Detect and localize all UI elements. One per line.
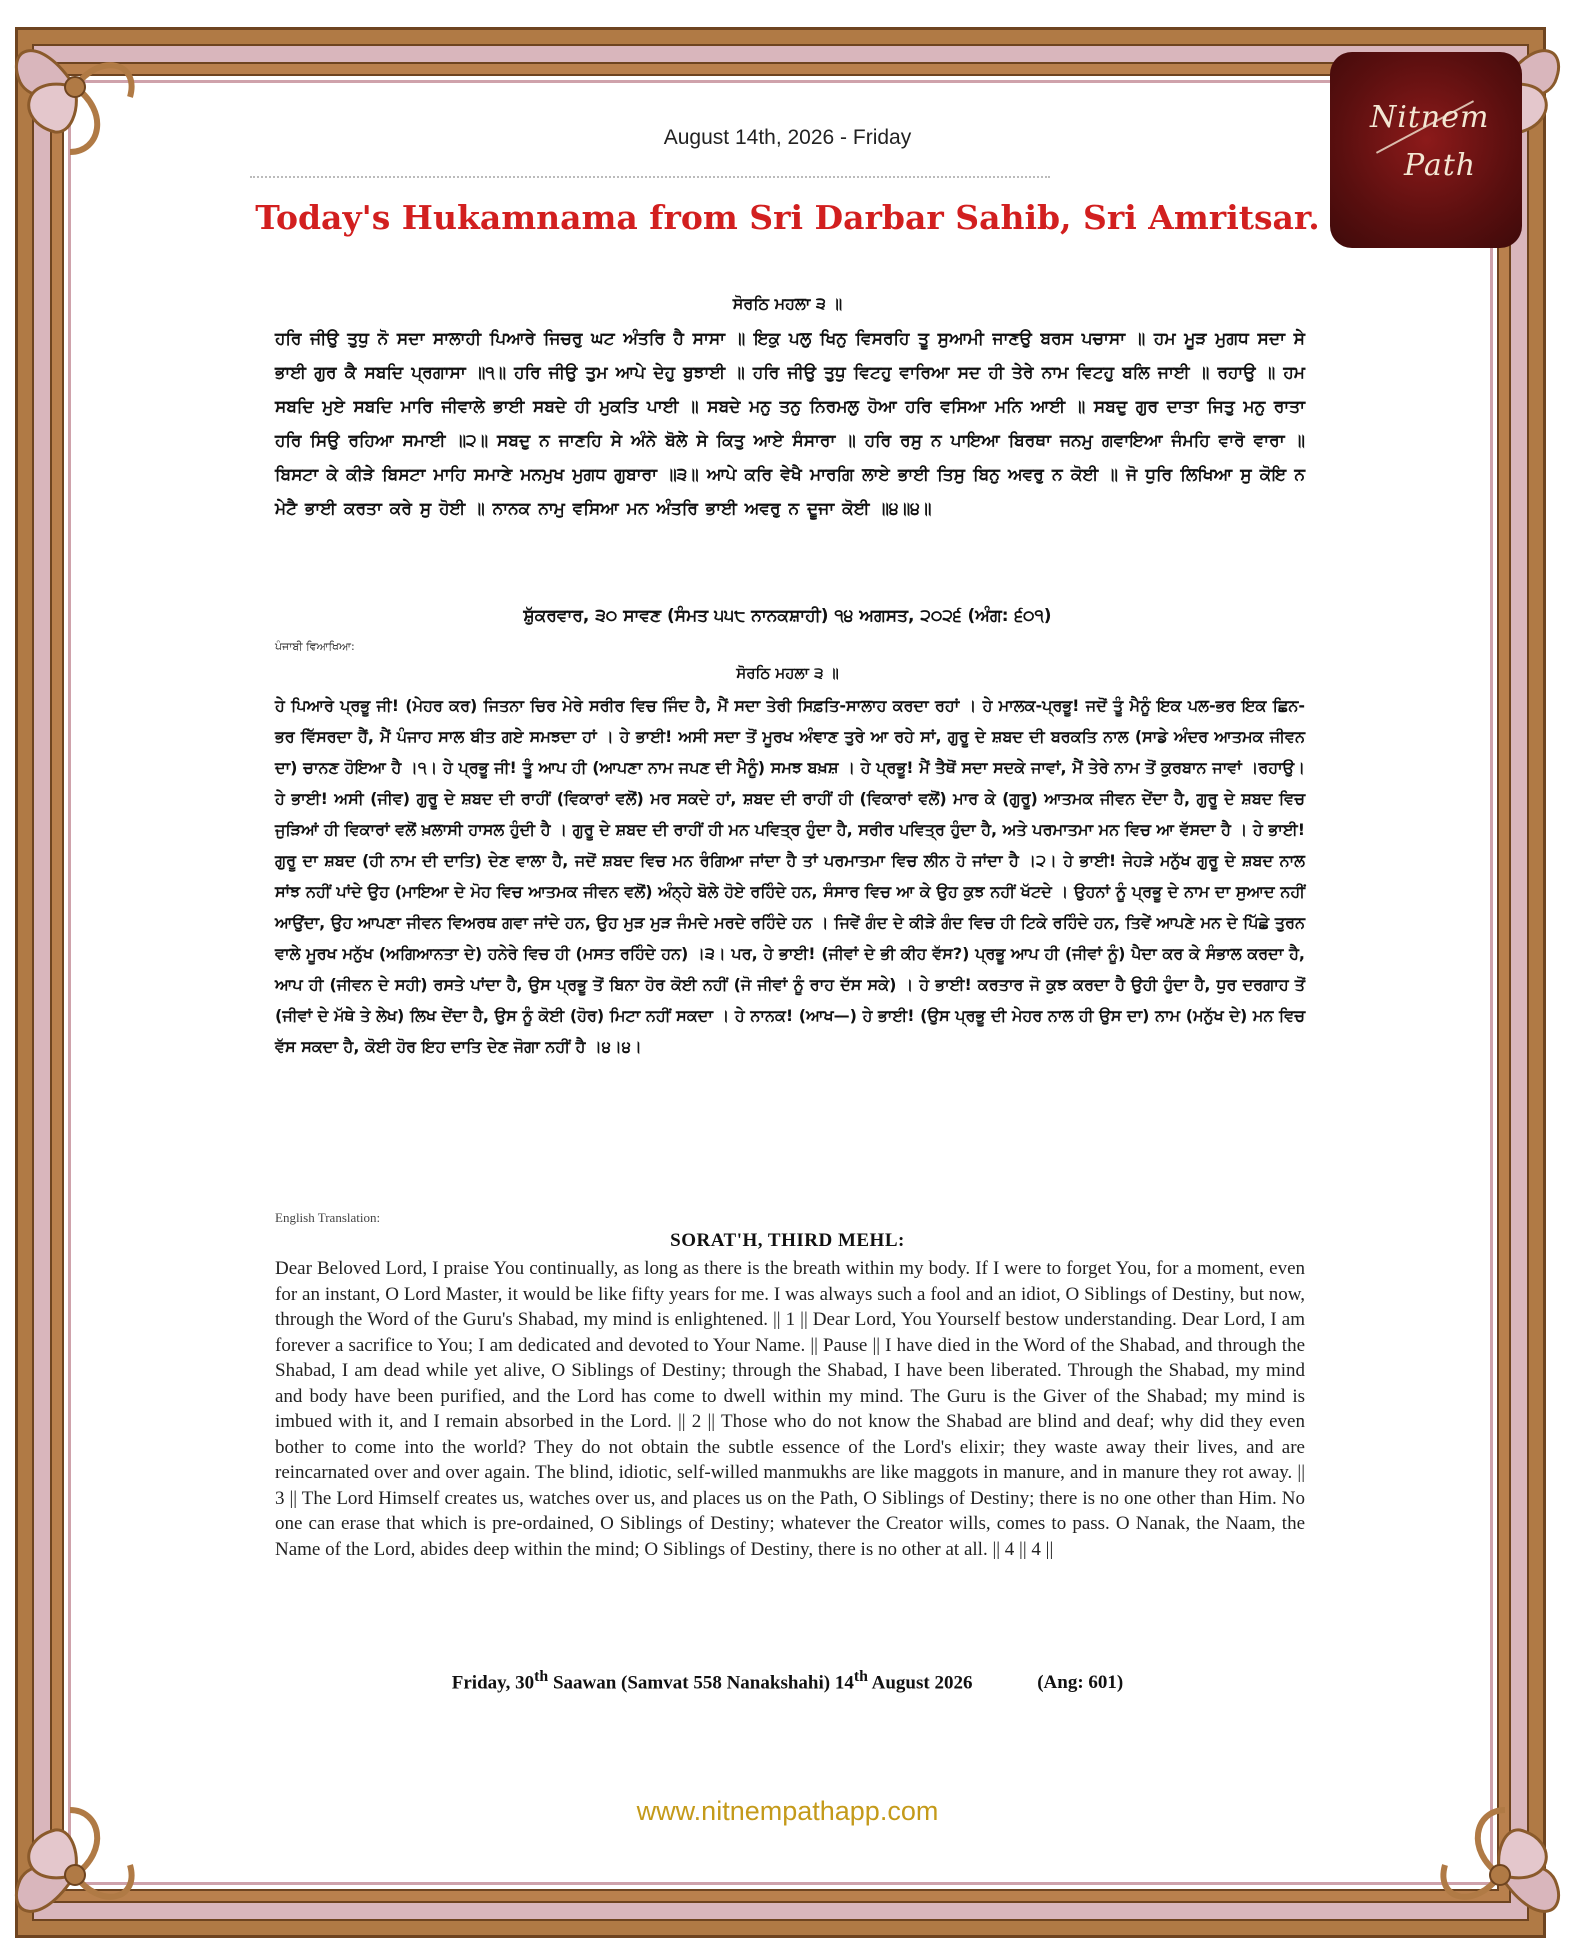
logo-text-line1: Nitnem bbox=[1370, 100, 1490, 135]
english-date-part: Friday, 30 bbox=[451, 1672, 535, 1694]
english-translation: Dear Beloved Lord, I praise You continually, as long as there is the breath within my body. If I were to forget You, for a moment, even for an instant, O Lord Master, it would be like fifty years for me. I was always such a fool and an idiot, O Siblings of Destiny, but now, through the Word of the Guru's Shabad, my mind is enlightened. || 1 || Dear Lord, You Yourself bestow understanding. Dear Lord, I am forever a sacrifice to You; I am dedicated and devoted to Your Name. || Pause || I have died in the Word of the Shabad, and through the Shabad, I am dead while yet alive, O Siblings of Destiny; through the Shabad, I have been liberated. Through the Shabad, my mind and body have been purified, and the Lord has come to dwell within my mind. The Guru is the Giver of the Shabad; my mind is imbued with it, and I remain absorbed in the Lord. || 2 || Those who do not know the Shabad are blind and deaf; why did they even bother to come into the world? They do not obtain the subtle essence of the Lord's elixir; they waste away their lives, and are reincarnated over and over again. The blind, idiotic, self-willed manmukhs are like maggots in manure, and in manure they rot away. || 3 || The Lord Himself creates us, watches over us, and places us on the Path, O Siblings of Destiny; there is no one other than Him. No one can erase that which is pre-ordained, O Siblings of Destiny; whatever the Creator wills, comes to pass. O Nanak, the Naam, the Name of the Lord, abides deep within the mind; O Siblings of Destiny, there is no other at all. || 4 || 4 || bbox=[275, 1258, 1305, 1560]
english-date-part: August 2026 bbox=[867, 1672, 973, 1694]
ordinal-suffix: th bbox=[534, 1668, 549, 1685]
website-link[interactable]: www.nitnempathapp.com bbox=[636, 1796, 939, 1826]
dotted-divider bbox=[250, 176, 1050, 182]
english-date-part: Saawan (Samvat 558 Nanakshahi) 14 bbox=[548, 1672, 854, 1694]
gurbani-text: ਹਰਿ ਜੀਉ ਤੁਧੁ ਨੋ ਸਦਾ ਸਾਲਾਹੀ ਪਿਆਰੇ ਜਿਚਰੁ ਘਟ ਅੰਤਰਿ ਹੈ ਸਾਸਾ ॥ ਇਕੁ ਪਲੁ ਖਿਨੁ ਵਿਸਰਹਿ ਤੂ ਸੁਆਮੀ ਜਾਣਉ ਬਰਸ ਪਚਾਸਾ ॥ ਹਮ ਮੂੜ ਮੁਗਧ ਸਦਾ ਸੇ ਭਾਈ ਗੁਰ ਕੈ ਸਬਦਿ ਪ੍ਰਗਾਸਾ ॥੧॥ ਹਰਿ ਜੀਉ ਤੁਮ ਆਪੇ ਦੇਹੁ ਬੁਝਾਈ ॥ ਹਰਿ ਜੀਉ ਤੁਧੁ ਵਿਟਹੁ ਵਾਰਿਆ ਸਦ ਹੀ ਤੇਰੇ ਨਾਮ ਵਿਟਹੁ ਬਲਿ ਜਾਈ ॥ ਰਹਾਉ ॥ ਹਮ ਸਬਦਿ ਮੁਏ ਸਬਦਿ ਮਾਰਿ ਜੀਵਾਲੇ ਭਾਈ ਸਬਦੇ ਹੀ ਮੁਕਤਿ ਪਾਈ ॥ ਸਬਦੇ ਮਨੁ ਤਨੁ ਨਿਰਮਲੁ ਹੋਆ ਹਰਿ ਵਸਿਆ ਮਨਿ ਆਈ ॥ ਸਬਦੁ ਗੁਰ ਦਾਤਾ ਜਿਤੁ ਮਨੁ ਰਾਤਾ ਹਰਿ ਸਿਉ ਰਹਿਆ ਸਮਾਈ ॥੨॥ ਸਬਦੁ ਨ ਜਾਣਹਿ ਸੇ ਅੰਨੇ ਬੋਲੇ ਸੇ ਕਿਤੁ ਆਏ ਸੰਸਾਰਾ ॥ ਹਰਿ ਰਸੁ ਨ ਪਾਇਆ ਬਿਰਥਾ ਜਨਮੁ ਗਵਾਇਆ ਜੰਮਹਿ ਵਾਰੋ ਵਾਰਾ ॥ ਬਿਸਟਾ ਕੇ ਕੀੜੇ ਬਿਸਟਾ ਮਾਹਿ ਸਮਾਣੇ ਮਨਮੁਖ ਮੁਗਧ ਗੁਬਾਰਾ ॥੩॥ ਆਪੇ ਕਰਿ ਵੇਖੈ ਮਾਰਗਿ ਲਾਏ ਭਾਈ ਤਿਸੁ ਬਿਨੁ ਅਵਰੁ ਨ ਕੋਈ ॥ ਜੋ ਧੁਰਿ ਲਿਖਿਆ ਸੁ ਕੋਇ ਨ ਮੇਟੈ ਭਾਈ ਕਰਤਾ ਕਰੇ ਸੁ ਹੋਈ ॥ ਨਾਨਕ ਨਾਮੁ ਵਸਿਆ ਮਨ ਅੰਤਰਿ ਭਾਈ ਅਵਰੁ ਨ ਦੂਜਾ ਕੋਈ ॥੪॥੪॥ bbox=[275, 329, 1305, 519]
punjabi-label: ਪੰਜਾਬੀ ਵਿਆਖਿਆ: bbox=[275, 640, 355, 653]
gurbani-date: ਸ਼ੁੱਕਰਵਾਰ, ੩੦ ਸਾਵਣ (ਸੰਮਤ ੫੫੮ ਨਾਨਕਸ਼ਾਹੀ) ੧੪ ਅਗਸਤ, ੨੦੨੬ (ਅੰਗ: ੬੦੧) bbox=[523, 606, 1052, 626]
page-title: Today's Hukamnama from Sri Darbar Sahib, Sri Amritsar. bbox=[255, 198, 1320, 237]
logo-text-line2: Path bbox=[1404, 148, 1477, 183]
page-date: August 14th, 2026 - Friday bbox=[663, 126, 912, 149]
ordinal-suffix: th bbox=[853, 1668, 868, 1685]
english-label: English Translation: bbox=[275, 1210, 381, 1225]
punjabi-heading: ਸੋਰਠਿ ਮਹਲਾ ੩ ॥ bbox=[736, 664, 839, 682]
gurbani-heading: ਸੋਰਠਿ ਮਹਲਾ ੩ ॥ bbox=[732, 294, 843, 313]
english-heading: SORAT'H, THIRD MEHL: bbox=[670, 1230, 905, 1251]
ang-number: (Ang: 601) bbox=[1037, 1672, 1124, 1694]
english-date bbox=[0, 1668, 1575, 1694]
punjabi-explanation: ਹੇ ਪਿਆਰੇ ਪ੍ਰਭੂ ਜੀ! (ਮੇਹਰ ਕਰ) ਜਿਤਨਾ ਚਿਰ ਮੇਰੇ ਸਰੀਰ ਵਿਚ ਜਿੰਦ ਹੈ, ਮੈਂ ਸਦਾ ਤੇਰੀ ਸਿਫ਼ਤਿ-ਸਾਲਾਹ ਕਰਦਾ ਰਹਾਂ । ਹੇ ਮਾਲਕ-ਪ੍ਰਭੂ! ਜਦੋਂ ਤੂੰ ਮੈਨੂੰ ਇਕ ਪਲ-ਭਰ ਇਕ ਛਿਨ-ਭਰ ਵਿੱਸਰਦਾ ਹੈਂ, ਮੈਂ ਪੰਜਾਹ ਸਾਲ ਬੀਤ ਗਏ ਸਮਝਦਾ ਹਾਂ । ਹੇ ਭਾਈ! ਅਸੀ ਸਦਾ ਤੋਂ ਮੂਰਖ ਅੰਞਾਣ ਤੁਰੇ ਆ ਰਹੇ ਸਾਂ, ਗੁਰੂ ਦੇ ਸ਼ਬਦ ਦੀ ਬਰਕਤਿ ਨਾਲ (ਸਾਡੇ ਅੰਦਰ ਆਤਮਕ ਜੀਵਨ ਦਾ) ਚਾਨਣ ਹੋਇਆ ਹੈ ।੧। ਹੇ ਪ੍ਰਭੂ ਜੀ! ਤੂੰ ਆਪ ਹੀ (ਆਪਣਾ ਨਾਮ ਜਪਣ ਦੀ ਮੈਨੂੰ) ਸਮਝ ਬਖ਼ਸ਼ । ਹੇ ਪ੍ਰਭੂ! ਮੈਂ ਤੈਥੋਂ ਸਦਾ ਸਦਕੇ ਜਾਵਾਂ, ਮੈਂ ਤੇਰੇ ਨਾਮ ਤੋਂ ਕੁਰਬਾਨ ਜਾਵਾਂ ।ਰਹਾਉ। ਹੇ ਭਾਈ! ਅਸੀ (ਜੀਵ) ਗੁਰੂ ਦੇ ਸ਼ਬਦ ਦੀ ਰਾਹੀਂ (ਵਿਕਾਰਾਂ ਵਲੋਂ) ਮਰ ਸਕਦੇ ਹਾਂ, ਸ਼ਬਦ ਦੀ ਰਾਹੀਂ ਹੀ (ਵਿਕਾਰਾਂ ਵਲੋਂ) ਮਾਰ ਕੇ (ਗੁਰੂ) ਆਤਮਕ ਜੀਵਨ ਦੇਂਦਾ ਹੈ, ਗੁਰੂ ਦੇ ਸ਼ਬਦ ਵਿਚ ਜੁੜਿਆਂ ਹੀ ਵਿਕਾਰਾਂ ਵਲੋਂ ਖ਼ਲਾਸੀ ਹਾਸਲ ਹੁੰਦੀ ਹੈ । ਗੁਰੂ ਦੇ ਸ਼ਬਦ ਦੀ ਰਾਹੀਂ ਹੀ ਮਨ ਪਵਿਤ੍ਰ ਹੁੰਦਾ ਹੈ, ਸਰੀਰ ਪਵਿਤ੍ਰ ਹੁੰਦਾ ਹੈ, ਅਤੇ ਪਰਮਾਤਮਾ ਮਨ ਵਿਚ ਆ ਵੱਸਦਾ ਹੈ । ਹੇ ਭਾਈ! ਗੁਰੂ ਦਾ ਸ਼ਬਦ (ਹੀ ਨਾਮ ਦੀ ਦਾਤਿ) ਦੇਣ ਵਾਲਾ ਹੈ, ਜਦੋਂ ਸ਼ਬਦ ਵਿਚ ਮਨ ਰੰਗਿਆ ਜਾਂਦਾ ਹੈ ਤਾਂ ਪਰਮਾਤਮਾ ਵਿਚ ਲੀਨ ਹੋ ਜਾਂਦਾ ਹੈ ।੨। ਹੇ ਭਾਈ! ਜੇਹੜੇ ਮਨੁੱਖ ਗੁਰੂ ਦੇ ਸ਼ਬਦ ਨਾਲ ਸਾਂਝ ਨਹੀਂ ਪਾਂਦੇ ਉਹ (ਮਾਇਆ ਦੇ ਮੋਹ ਵਿਚ ਆਤਮਕ ਜੀਵਨ ਵਲੋਂ) ਅੰਨ੍ਹੇ ਬੋਲੇ ਹੋਏ ਰਹਿੰਦੇ ਹਨ, ਸੰਸਾਰ ਵਿਚ ਆ ਕੇ ਉਹ ਕੁਝ ਨਹੀਂ ਖੱਟਦੇ । ਉਹਨਾਂ ਨੂੰ ਪ੍ਰਭੂ ਦੇ ਨਾਮ ਦਾ ਸੁਆਦ ਨਹੀਂ ਆਉਂਦਾ, ਉਹ ਆਪਣਾ ਜੀਵਨ ਵਿਅਰਥ ਗਵਾ ਜਾਂਦੇ ਹਨ, ਉਹ ਮੁੜ ਮੁੜ ਜੰਮਦੇ ਮਰਦੇ ਰਹਿੰਦੇ ਹਨ । ਜਿਵੇਂ ਗੰਦ ਦੇ ਕੀੜੇ ਗੰਦ ਵਿਚ ਹੀ ਟਿਕੇ ਰਹਿੰਦੇ ਹਨ, ਤਿਵੇਂ ਆਪਣੇ ਮਨ ਦੇ ਪਿੱਛੇ ਤੁਰਨ ਵਾਲੇ ਮੂਰਖ ਮਨੁੱਖ (ਅਗਿਆਨਤਾ ਦੇ) ਹਨੇਰੇ ਵਿਚ ਹੀ (ਮਸਤ ਰਹਿੰਦੇ ਹਨ) ।੩। ਪਰ, ਹੇ ਭਾਈ! (ਜੀਵਾਂ ਦੇ ਭੀ ਕੀਹ ਵੱਸ?) ਪ੍ਰਭੂ ਆਪ ਹੀ (ਜੀਵਾਂ ਨੂੰ) ਪੈਦਾ ਕਰ ਕੇ ਸੰਭਾਲ ਕਰਦਾ ਹੈ, ਆਪ ਹੀ (ਜੀਵਨ ਦੇ ਸਹੀ) ਰਸਤੇ ਪਾਂਦਾ ਹੈ, ਉਸ ਪ੍ਰਭੂ ਤੋਂ ਬਿਨਾ ਹੋਰ ਕੋਈ ਨਹੀਂ (ਜੋ ਜੀਵਾਂ ਨੂੰ ਰਾਹ ਦੱਸ ਸਕੇ) । ਹੇ ਭਾਈ! ਕਰਤਾਰ ਜੋ ਕੁਝ ਕਰਦਾ ਹੈ ਉਹੀ ਹੁੰਦਾ ਹੈ, ਧੁਰ ਦਰਗਾਹ ਤੋਂ (ਜੀਵਾਂ ਦੇ ਮੱਥੇ ਤੇ ਲੇਖ) ਲਿਖ ਦੇਂਦਾ ਹੈ, ਉਸ ਨੂੰ ਕੋਈ (ਹੋਰ) ਮਿਟਾ ਨਹੀਂ ਸਕਦਾ । ਹੇ ਨਾਨਕ! (ਆਖ—) ਹੇ ਭਾਈ! (ਉਸ ਪ੍ਰਭੂ ਦੀ ਮੇਹਰ ਨਾਲ ਹੀ ਉਸ ਦਾ) ਨਾਮ (ਮਨੁੱਖ ਦੇ) ਮਨ ਵਿਚ ਵੱਸ ਸਕਦਾ ਹੈ, ਕੋਈ ਹੋਰ ਇਹ ਦਾਤਿ ਦੇਣ ਜੋਗਾ ਨਹੀਂ ਹੈ ।੪।੪। bbox=[275, 696, 1305, 1056]
